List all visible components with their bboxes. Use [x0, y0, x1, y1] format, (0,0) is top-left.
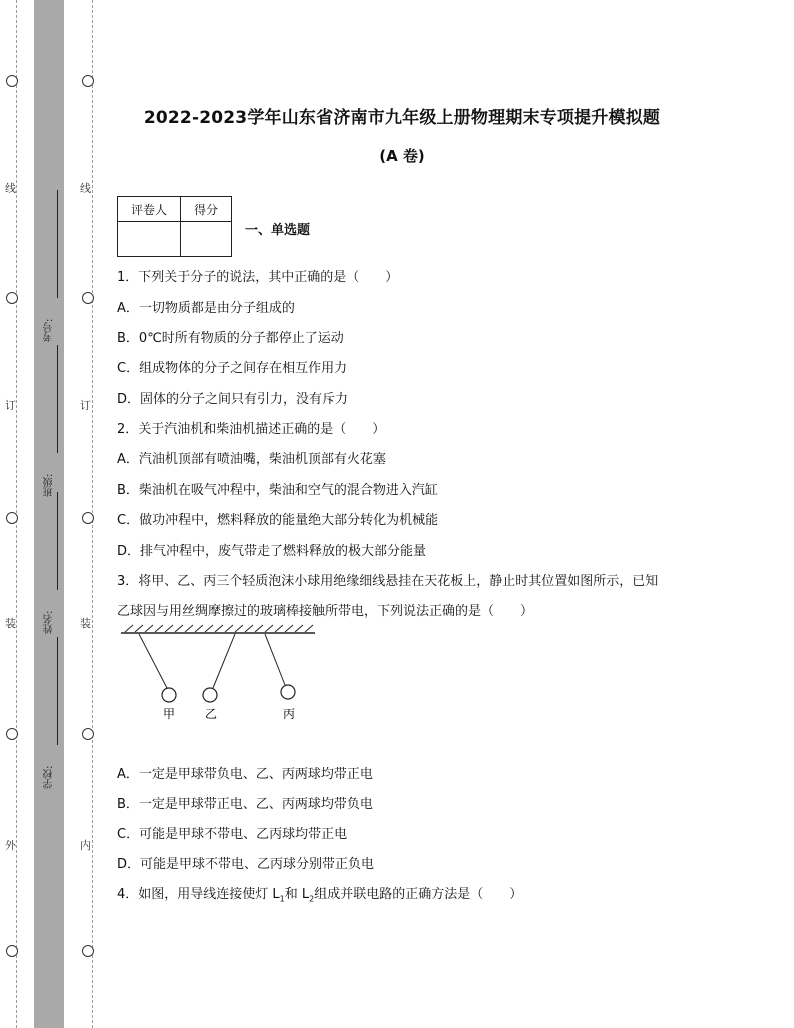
- score-table: [117, 196, 232, 257]
- binding-margin-outer: [0, 0, 34, 1028]
- score-header: 得分: [181, 197, 232, 222]
- grader-cell: [118, 222, 181, 257]
- label-bing: 丙: [282, 707, 296, 721]
- page-subtitle: (A 卷): [379, 147, 425, 165]
- margin-char-xian: 线: [5, 182, 16, 195]
- ball-jia: [162, 688, 176, 702]
- label-jia: 甲: [162, 707, 176, 721]
- ceiling-hatching: [125, 625, 313, 632]
- question-4-text-1: 4．如图，用导线连接使灯 L: [117, 887, 280, 902]
- page-title: 2022-2023学年山东省济南市九年级上册物理期末专项提升模拟题: [143, 108, 661, 128]
- grader-header: 评卷人: [118, 197, 181, 222]
- margin-char-ding: 订: [5, 399, 16, 412]
- margin-char-nei: 内: [80, 839, 91, 852]
- ball-yi: [203, 688, 217, 702]
- binding-hole: [82, 512, 94, 524]
- question-3-option-a: A．一定是甲球带负电、乙、丙两球均带正电: [117, 767, 373, 782]
- binding-hole: [82, 945, 94, 957]
- question-1-stem: 1．下列关于分子的说法，其中正确的是（ ）: [117, 270, 399, 285]
- binding-hole: [6, 75, 18, 87]
- question-3-option-d: D．可能是甲球不带电、乙丙球分别带正负电: [117, 857, 375, 872]
- binding-hole: [6, 728, 18, 740]
- binding-hole: [82, 728, 94, 740]
- question-1-option-a: A．一切物质都是由分子组成的: [117, 301, 295, 316]
- binding-hole: [6, 512, 18, 524]
- question-2-option-c: C．做功冲程中，燃料释放的能量绝大部分转化为机械能: [117, 513, 439, 528]
- margin-char-zhuang: 装: [80, 617, 91, 630]
- question-4-text-3: 组成并联电路的正确方法是（ ）: [314, 887, 523, 902]
- thread-jia: [139, 634, 167, 688]
- question-3-stem-line-1: 3．将甲、乙、丙三个轻质泡沫小球用绝缘细线悬挂在天花板上，静止时其位置如图所示，已知: [117, 574, 659, 589]
- binding-hole: [6, 292, 18, 304]
- binding-hole: [6, 945, 18, 957]
- question-4-sub-1: 1: [279, 894, 285, 904]
- question-2-option-b: B．柴油机在吸气冲程中，柴油和空气的混合物进入汽缸: [117, 483, 438, 498]
- score-cell: [181, 222, 232, 257]
- label-yi: 乙: [204, 707, 218, 721]
- student-id-label: 考号:: [44, 318, 55, 342]
- class-label: 班级:: [44, 473, 55, 497]
- question-1-option-d: D．固体的分子之间只有引力，没有斥力: [117, 392, 349, 407]
- question-1-option-c: C．组成物体的分子之间存在相互作用力: [117, 361, 348, 376]
- margin-char-zhuang: 装: [5, 617, 16, 630]
- thread-yi: [213, 634, 235, 688]
- school-label: 学校:: [44, 765, 55, 789]
- margin-char-ding: 订: [80, 399, 91, 412]
- thread-bing: [265, 634, 285, 685]
- question-4-stem: [117, 883, 522, 904]
- question-2-stem: 2．关于汽油机和柴油机描述正确的是（ ）: [117, 422, 386, 437]
- question-2-option-a: A．汽油机顶部有喷油嘴，柴油机顶部有火花塞: [117, 452, 386, 467]
- pendulum-balls-figure: [117, 624, 327, 724]
- school-underline: [57, 637, 58, 745]
- question-4-text-2: 和 L: [284, 887, 310, 902]
- class-underline: [57, 345, 58, 453]
- binding-strip: [34, 0, 64, 1028]
- question-4-sub-2: 2: [309, 894, 315, 904]
- question-3-option-c: C．可能是甲球不带电、乙丙球均带正电: [117, 827, 348, 842]
- margin-char-xian: 线: [80, 182, 91, 195]
- question-1-option-b: B．0℃时所有物质的分子都停止了运动: [117, 331, 344, 346]
- student-id-underline: [57, 190, 58, 298]
- ball-bing: [281, 685, 295, 699]
- binding-hole: [82, 292, 94, 304]
- question-3-stem-line-2: 乙球因与用丝绸摩擦过的玻璃棒接触所带电，下列说法正确的是（ ）: [117, 604, 534, 619]
- margin-char-wai: 外: [5, 839, 16, 852]
- question-2-option-d: D．排气冲程中，废气带走了燃料释放的极大部分能量: [117, 544, 427, 559]
- section-heading: 一、单选题: [245, 223, 311, 238]
- question-3-option-b: B．一定是甲球带正电、乙、丙两球均带负电: [117, 797, 373, 812]
- name-underline: [57, 492, 58, 590]
- name-label: 姓名:: [44, 610, 55, 634]
- binding-margin-inner: [64, 0, 100, 1028]
- pendulum-diagram: [117, 624, 327, 724]
- binding-hole: [82, 75, 94, 87]
